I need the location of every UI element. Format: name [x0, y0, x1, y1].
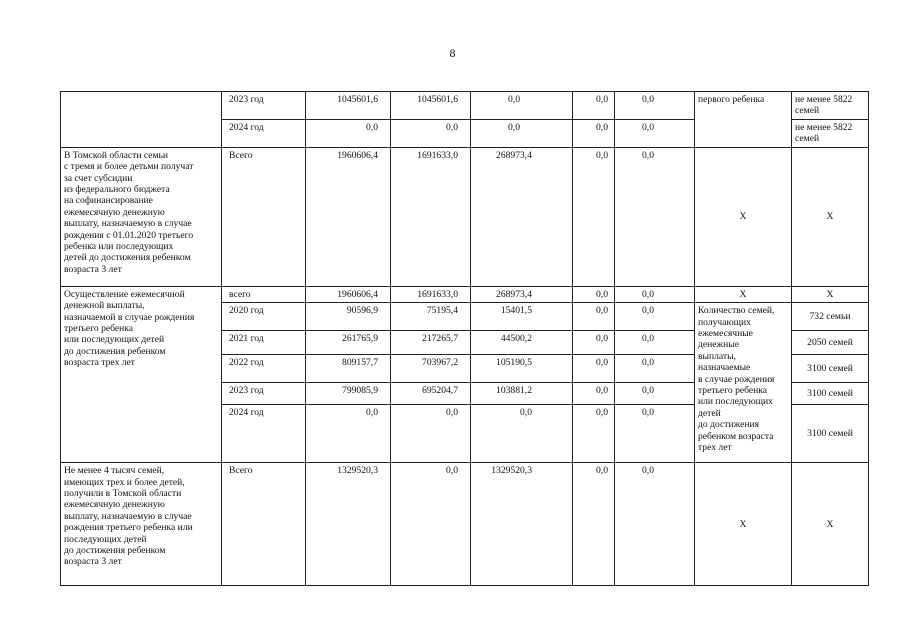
page-number: 8 — [449, 46, 456, 60]
value-cell: 703967,2 — [391, 355, 471, 383]
value-cell: 0,0 — [573, 355, 615, 383]
value-cell: 0,0 — [573, 383, 615, 405]
goal-cell: не менее 5822 семей — [792, 92, 869, 120]
label-cell: Осуществление ежемесячной денежной выплаты, назначаемой в случае рождения третьего ребенка или последующих детей до достижения ребенком возраста трех лет — [61, 286, 222, 462]
value-cell: 0,0 — [471, 405, 573, 463]
value-cell: 0,0 — [615, 92, 695, 120]
program-table — [60, 91, 869, 586]
value-cell: 0,0 — [573, 286, 615, 302]
value-cell: 0,0 — [573, 92, 615, 120]
goal-cell: не менее 5822 семей — [792, 119, 869, 147]
value-cell: 0,0 — [615, 463, 695, 586]
year-cell: 2022 год — [222, 355, 306, 383]
value-cell: 268973,4 — [471, 147, 573, 286]
value-cell: 0,0 — [306, 119, 391, 147]
value-cell: 0,0 — [615, 119, 695, 147]
value-cell: 0,0 — [615, 405, 695, 463]
value-cell: 0,0 — [391, 463, 471, 586]
value-cell: 75195,4 — [391, 303, 471, 331]
value-cell: 261765,9 — [306, 331, 391, 355]
value-cell: 809157,7 — [306, 355, 391, 383]
value-cell: 0,0 — [573, 405, 615, 463]
value-cell: 105190,5 — [471, 355, 573, 383]
value-cell: 90596,9 — [306, 303, 391, 331]
goal-cell: Х — [792, 286, 869, 302]
indicator-cell: Х — [695, 463, 792, 586]
value-cell: 0,0 — [615, 303, 695, 331]
value-cell: 0,0 — [573, 331, 615, 355]
value-cell: 0,0 — [615, 286, 695, 302]
value-cell: 0,0 — [391, 119, 471, 147]
year-cell: 2024 год — [222, 405, 306, 463]
value-cell: 0,0 — [573, 119, 615, 147]
label-cell: В Томской области семьи с тремя и более детьми получат за счет субсидии из федерального бюджета на софинансирование ежемесячную денежную выплату, назначаемую в случае рождения с 01.01.2020 третьего ребенка или последующих детей до достижения ребенком возраста 3 лет — [61, 147, 222, 286]
indicator-cell: Х — [695, 286, 792, 302]
value-cell: 0,0 — [615, 147, 695, 286]
value-cell: 1045601,6 — [306, 92, 391, 120]
year-cell: всего — [222, 286, 306, 302]
indicator-cell: Х — [695, 147, 792, 286]
value-cell: 0,0 — [615, 331, 695, 355]
goal-cell: Х — [792, 147, 869, 286]
indicator-cell: Количество семей, получающих ежемесячные денежные выплаты, назначаемые в случае рождения третьего ребенка или последующих детей до достижения ребенком возраста трех лет — [695, 303, 792, 463]
value-cell: 0,0 — [615, 383, 695, 405]
value-cell: 1691633,0 — [391, 286, 471, 302]
table-row — [61, 92, 869, 120]
value-cell: 15401,5 — [471, 303, 573, 331]
table-row — [61, 147, 869, 286]
label-cell: Не менее 4 тысяч семей, имеющих трех и более детей, получили в Томской области ежемесячную денежную выплату, назначаемую в случае рождения третьего ребенка или последующих детей до достижения ребенком возраста 3 лет — [61, 463, 222, 586]
value-cell: 1960606,4 — [306, 286, 391, 302]
value-cell: 1691633,0 — [391, 147, 471, 286]
value-cell: 0,0 — [573, 303, 615, 331]
year-cell: 2023 год — [222, 92, 306, 120]
value-cell: 695204,7 — [391, 383, 471, 405]
value-cell: 0,0 — [615, 355, 695, 383]
goal-cell: 3100 семей — [792, 383, 869, 405]
value-cell: 0,0 — [471, 119, 573, 147]
year-cell: 2021 год — [222, 331, 306, 355]
value-cell: 0,0 — [391, 405, 471, 463]
value-cell: 44500,2 — [471, 331, 573, 355]
year-cell: 2023 год — [222, 383, 306, 405]
goal-cell: 2050 семей — [792, 331, 869, 355]
goal-cell: Х — [792, 463, 869, 586]
goal-cell: 3100 семей — [792, 405, 869, 463]
goal-cell: 732 семьи — [792, 303, 869, 331]
year-cell: Всего — [222, 463, 306, 586]
value-cell: 0,0 — [573, 147, 615, 286]
goal-cell: 3100 семей — [792, 355, 869, 383]
value-cell: 799085,9 — [306, 383, 391, 405]
label-cell — [61, 92, 222, 148]
table-row — [61, 463, 869, 586]
value-cell: 1329520,3 — [471, 463, 573, 586]
value-cell: 1329520,3 — [306, 463, 391, 586]
value-cell: 217265,7 — [391, 331, 471, 355]
value-cell: 0,0 — [306, 405, 391, 463]
value-cell: 1960606,4 — [306, 147, 391, 286]
year-cell: 2020 год — [222, 303, 306, 331]
indicator-cell: первого ребенка — [695, 92, 792, 148]
value-cell: 268973,4 — [471, 286, 573, 302]
value-cell: 0,0 — [573, 463, 615, 586]
value-cell: 103881,2 — [471, 383, 573, 405]
value-cell: 1045601,6 — [391, 92, 471, 120]
table-row — [61, 286, 869, 302]
year-cell: 2024 год — [222, 119, 306, 147]
value-cell: 0,0 — [471, 92, 573, 120]
year-cell: Всего — [222, 147, 306, 286]
